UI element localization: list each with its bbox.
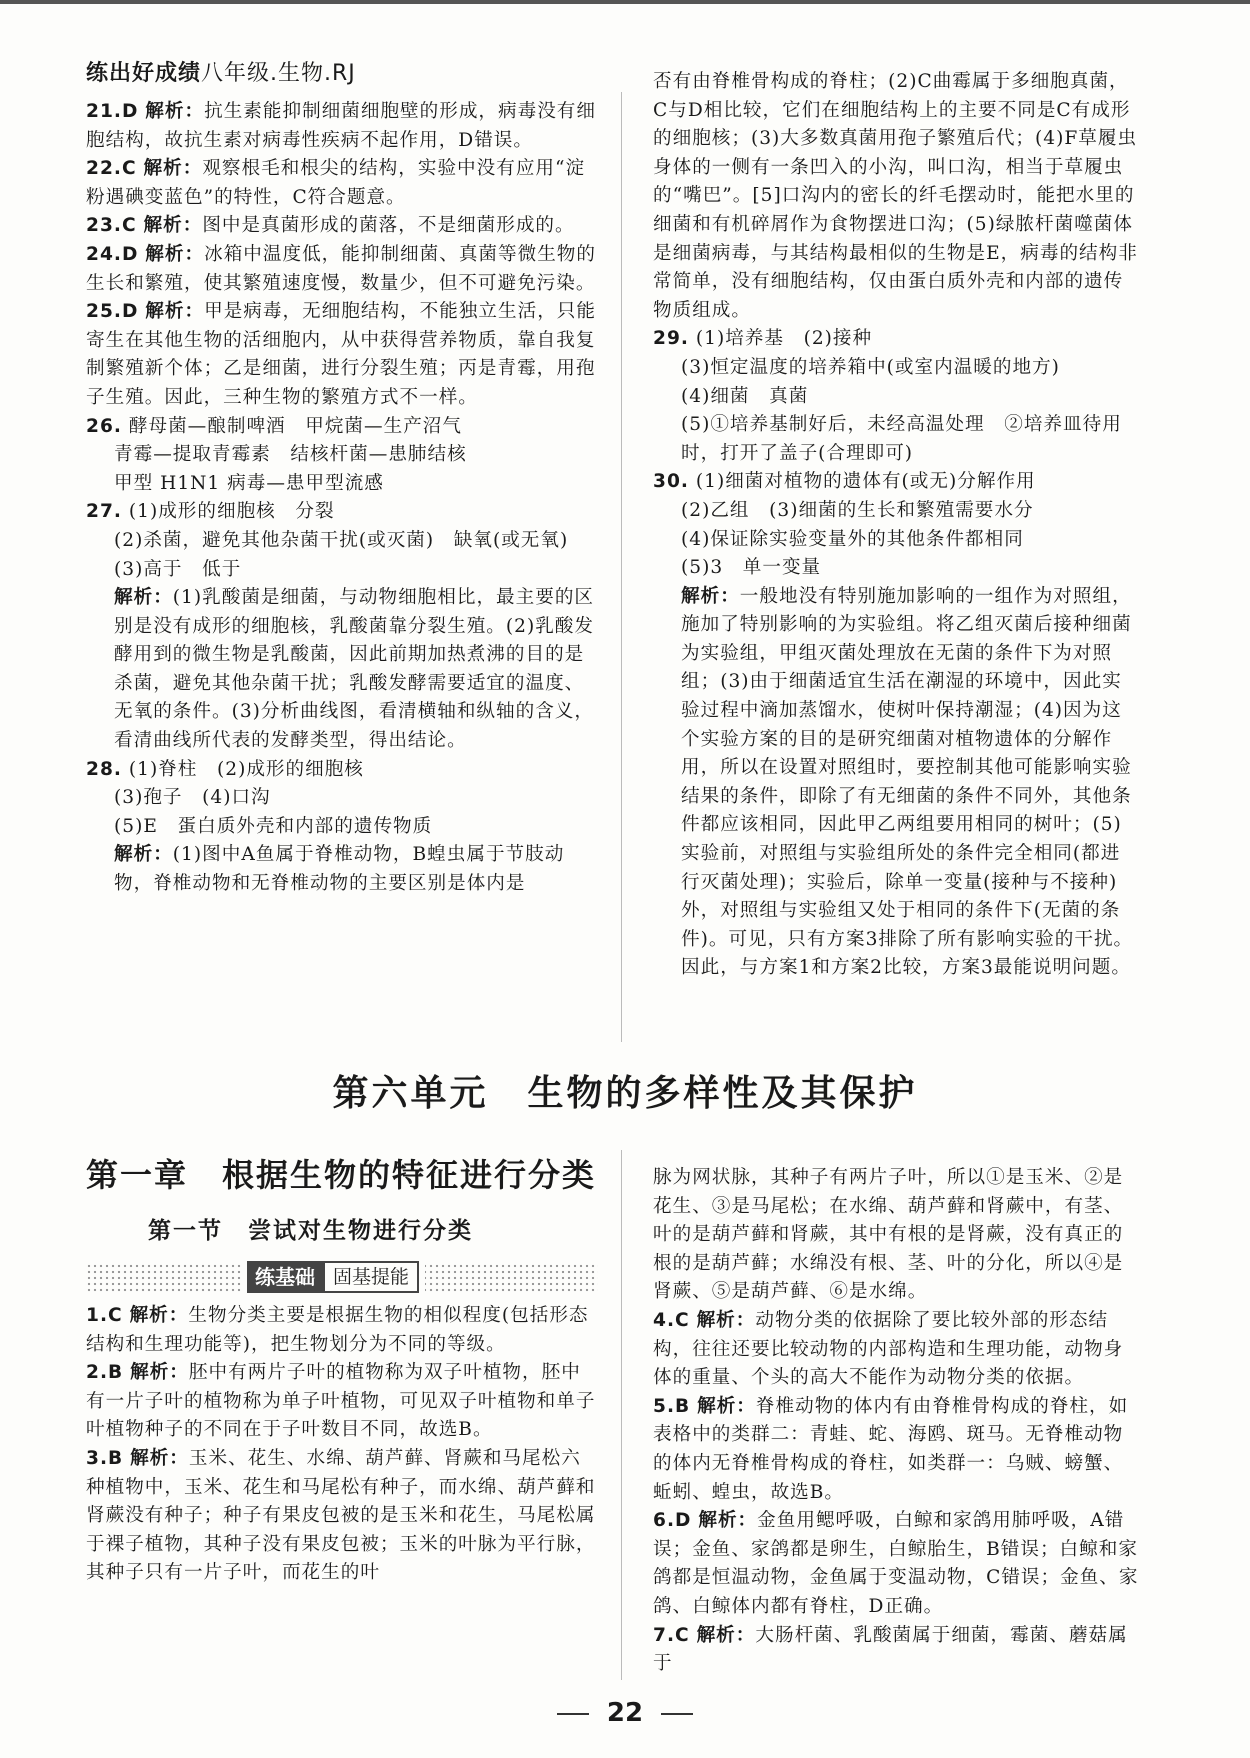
analysis-label: 解析： [145,243,205,265]
answer-line [86,98,598,155]
answer-line [86,241,598,298]
answer-item [86,298,598,412]
answer-text: 酵母菌—酿制啤酒 甲烷菌—生产沼气 [128,415,462,437]
answer-line [653,325,1139,354]
answer-text: 金鱼用鳃呼吸，白鲸和家鸽用肺呼吸，A错误；金鱼、家鸽都是卵生，白鲸胎生，B错误；白鲸和家鸽都是恒温动物，金鱼属于变温动物，C错误；金鱼、家鸽、白鲸体内都有脊柱，D正确。 [653,1510,1139,1617]
analysis-label: 解析： [114,844,173,866]
question-number: 1.C [86,1305,123,1326]
answer-item [653,1164,1139,1307]
question-number: 27. [86,501,122,523]
header-brand: 练出好成绩 [86,61,202,86]
question-number: 29. [653,328,689,350]
answer-line [653,554,1139,583]
answer-item [86,498,598,584]
question-number: 23.C [86,215,137,237]
analysis-label: 解析： [697,1395,756,1417]
answer-line [86,813,598,842]
answer-item [86,584,598,756]
analysis-label: 解析： [696,1624,756,1646]
question-number: 4.C [653,1309,690,1331]
banner-label-box [241,1261,425,1293]
answer-text: 甲型 H1N1 病毒—患甲型流感 [114,472,384,494]
answer-line [86,1359,598,1445]
answer-text: (3)恒定温度的培养箱中(或室内温暖的地方) [681,356,1060,378]
answer-line [653,1307,1139,1393]
answer-item [653,468,1139,582]
answer-text: (5)E 蛋白质外壳和内部的遗传物质 [114,815,433,837]
answer-text: (2)乙组 (3)细菌的生长和繁殖需要水分 [681,499,1034,521]
page-dash-left [557,1713,589,1715]
answer-item [86,241,598,298]
answer-text: 脊椎动物的体内有由脊椎骨构成的脊柱，如表格中的类群二：青蛙、蛇、海鸥、斑马。无脊椎动物的体内无脊椎骨构成的脊柱，如类群一：乌贼、螃蟹、蚯蚓、蝗虫，故选B。 [653,1395,1129,1503]
answer-text: (1)图中A鱼属于脊椎动物，B蝗虫属于节肢动物，脊椎动物和无脊椎动物的主要区别是体内是 [114,844,565,895]
answer-text: 甲是病毒，无细胞结构，不能独立生活，只能寄生在其他生物的活细胞内，从中获得营养物质，靠自我复制繁殖新个体；乙是细菌，进行分裂生殖；丙是青霉，用孢子生殖。因此，三种生物的繁殖方式不一样。 [86,301,596,408]
question-number: 26. [86,415,122,437]
answer-text: 冰箱中温度低，能抑制细菌、真菌等微生物的生长和繁殖，使其繁殖速度慢，数量少，但不可避免污染。 [86,243,596,294]
answer-item [86,1445,598,1588]
answer-text: (1)脊柱 (2)成形的细胞核 [128,758,364,780]
answer-text: 一般地没有特别施加影响的一组作为对照组，施加了特别影响的为实验组。将乙组灭菌后接种细菌为实验组，甲组灭菌处理放在无菌的条件下为对照组；(3)由于细菌适宜生活在潮湿的环境中，因此实验过程中滴加蒸馏水，使树叶保持潮湿；(4)因为这个实验方案的目的是研究细菌对植物遗体的分解作用，所以在设置对照组时，要控制其他可能影响实验结果的条件，即除了有无细菌的条件不同外，其他条件都应该相同，因此甲乙两组要用相同的树叶；(5)实验前，对照组与实验组所处的条件完全相同(都进行灭菌处理)；实验后，除单一变量(接种与不接种)外，对照组与实验组又处于相同的条件下(无菌的条件)。可见，只有方案3排除了所有影响实验的干扰。因此，与方案1和方案2比较，方案3最能说明问题。 [681,585,1134,979]
answer-line [653,526,1139,555]
answer-line [653,1393,1139,1507]
header-subtitle: 八年级.生物.RJ [201,61,356,86]
answer-text: 否有由脊椎骨构成的脊柱；(2)C曲霉属于多细胞真菌，C与D相比较，它们在细胞结构上的主要不同是C有成形的细胞核；(3)大多数真菌用孢子繁殖后代；(4)F草履虫身体的一侧有一条凹入的小沟，叫口沟，相当于草履虫的“嘴巴”。[5]口沟内的密长的纤毛摆动时，能把水里的细菌和有机碎屑作为食物摆进口沟；(5)绿脓杆菌噬菌体是细菌病毒，与其结构最相似的生物是E，病毒的结构非常简单，没有细胞结构，仅由蛋白质外壳和内部的遗传物质组成。 [653,71,1138,321]
question-number: 21.D [86,101,139,122]
answer-item [653,1507,1139,1621]
answer-line [653,1507,1139,1621]
answer-text: 青霉—提取青霉素 结核杆菌—患肺结核 [114,444,467,466]
answer-text: (3)高于 低于 [114,558,242,580]
page-dash-right [661,1713,693,1715]
column-divider-bottom [621,1150,622,1680]
answer-line [86,298,598,412]
answer-text: (5)3 单一变量 [681,557,822,579]
answer-line [653,1622,1139,1679]
section-title: 第一节 尝试对生物进行分类 [148,1218,473,1244]
answer-line [653,383,1139,412]
answer-text: 图中是真菌形成的菌落，不是细菌形成的。 [202,215,575,237]
answer-text: 观察根毛和根尖的结构，实验中没有应用“淀粉遇碘变蓝色”的特性，C符合题意。 [86,158,586,208]
answer-line [653,354,1139,383]
page-header [86,56,356,87]
answer-line [653,468,1139,497]
answer-line [86,413,598,442]
answer-item [86,756,598,842]
banner-main-label: 练基础 [247,1261,323,1293]
unit-title: 第六单元 生物的多样性及其保护 [332,1073,918,1114]
question-number: 6.D [653,1510,692,1532]
answer-text: 玉米、花生、水绵、葫芦藓、肾蕨和马尾松六种植物中，玉米、花生和马尾松有种子，而水绵、葫芦藓和肾蕨没有种子；种子有果皮包被的是玉米和花生，马尾松属于裸子植物，其种子没有果皮包被；玉米的叶脉为平行脉，其种子只有一片子叶，而花生的叶 [86,1447,596,1584]
answer-line [86,1445,598,1588]
answer-text: 抗生素能抑制细菌细胞壁的形成，病毒没有细胞结构，故抗生素对病毒性疾病不起作用，D错误。 [86,101,596,151]
answer-line [86,155,598,212]
answer-item [86,413,598,499]
page-number [0,1698,1250,1728]
question-number: 22.C [86,158,137,180]
answer-line [86,527,598,556]
answer-item [653,583,1139,983]
question-number: 3.B [86,1447,124,1469]
answer-line [653,583,1139,983]
answer-line [653,497,1139,526]
answer-text: (1)细菌对植物的遗体有(或无)分解作用 [695,471,1036,493]
answer-item [86,155,598,212]
question-number: 5.B [653,1395,691,1417]
answer-item [653,1622,1139,1679]
answer-item [653,325,1139,468]
answer-text: (1)培养基 (2)接种 [695,328,873,350]
answer-line [86,470,598,499]
answer-item [86,1302,598,1359]
answer-line [86,441,598,470]
answer-text: (3)孢子 (4)口沟 [114,787,271,809]
left-column-bottom [86,1302,598,1588]
analysis-label: 解析： [130,1362,189,1384]
question-number: 25.D [86,301,139,323]
answer-line [86,556,598,585]
analysis-label: 解析： [681,585,740,607]
question-number: 2.B [86,1362,124,1384]
analysis-label: 解析： [145,301,205,323]
answer-text: (1)乳酸菌是细菌，与动物细胞相比，最主要的区别是没有成形的细胞核，乳酸菌靠分裂生殖。(2)乳酸发酵用到的微生物是乳酸菌，因此前期加热煮沸的目的是杀菌，避免其他杂菌干扰；乳酸发酵需要适宜的温度、无氧的条件。(3)分析曲线图，看清横轴和纵轴的含义，看清曲线所代表的发酵类型，得出结论。 [114,587,595,752]
question-number: 28. [86,758,122,780]
left-column-top [86,98,598,899]
answer-line [653,1164,1139,1307]
top-rule [0,0,1250,4]
answer-line [653,411,1139,468]
answer-line [86,784,598,813]
analysis-label: 解析： [145,101,205,122]
right-column-bottom [653,1164,1139,1679]
answer-item [653,1393,1139,1507]
answer-line [86,841,598,898]
answer-text: 大肠杆菌、乳酸菌属于细菌，霉菌、蘑菇属于 [653,1624,1128,1675]
answer-text: 胚中有两片子叶的植物称为双子叶植物，胚中有一片子叶的植物称为单子叶植物，可见双子叶植物和单子叶植物种子的不同在于子叶数目不同，故选B。 [86,1362,596,1441]
practice-banner [86,1263,598,1293]
answer-item [86,841,598,898]
answer-line [86,1302,598,1359]
answer-line [86,584,598,756]
answer-text: (2)杀菌，避免其他杂菌干扰(或灭菌) 缺氧(或无氧) [114,529,569,551]
banner-sub-label: 固基提能 [323,1261,419,1293]
answer-text: (5)①培养基制好后，未经高温处理 ②培养皿待用时，打开了盖子(合理即可) [681,414,1122,464]
answer-item [86,212,598,241]
question-number: 24.D [86,243,139,265]
answer-line [653,68,1139,325]
chapter-title: 第一章 根据生物的特征进行分类 [86,1156,597,1194]
analysis-label: 解析： [143,158,203,180]
answer-text: 生物分类主要是根据生物的相似程度(包括形态结构和生理功能等)，把生物划分为不同的等级。 [86,1305,589,1355]
answer-text: (4)保证除实验变量外的其他条件都相同 [681,528,1024,550]
analysis-label: 解析： [143,215,203,237]
page-number-text: 22 [606,1698,644,1728]
answer-text: (1)成形的细胞核 分裂 [128,501,335,523]
column-divider-top [621,92,622,1042]
answer-item [653,68,1139,325]
question-number: 30. [653,471,689,493]
analysis-label: 解析： [114,587,173,609]
analysis-label: 解析： [696,1309,756,1331]
answer-line [86,212,598,241]
answer-line [86,756,598,785]
answer-item [86,1359,598,1445]
answer-item [86,98,598,155]
right-column-top [653,68,1139,983]
question-number: 7.C [653,1624,690,1646]
answer-text: 脉为网状脉，其种子有两片子叶，所以①是玉米、②是花生、③是马尾松；在水绵、葫芦藓和肾蕨中，有茎、叶的是葫芦藓和肾蕨，其中有根的是肾蕨，没有真正的根的是葫芦藓；水绵没有根、茎、叶的分化，所以④是肾蕨、⑤是葫芦藓、⑥是水绵。 [653,1167,1124,1303]
analysis-label: 解析： [698,1510,758,1532]
answer-line [86,498,598,527]
analysis-label: 解析： [129,1305,189,1326]
answer-text: (4)细菌 真菌 [681,385,809,407]
answer-item [653,1307,1139,1393]
analysis-label: 解析： [130,1447,189,1469]
answer-text: 动物分类的依据除了要比较外部的形态结构，往往还要比较动物的内部构造和生理功能，动物身体的重量、个头的高大不能作为动物分类的依据。 [653,1309,1124,1389]
